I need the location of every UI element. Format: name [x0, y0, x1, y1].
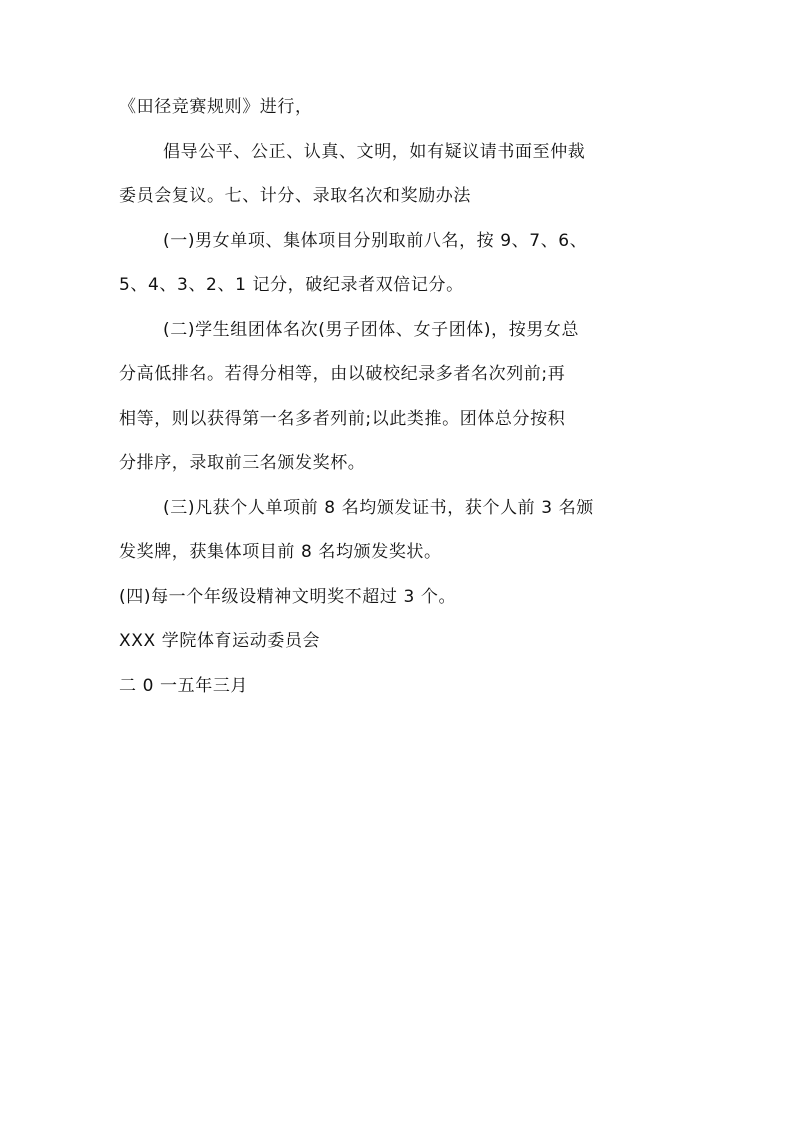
scoring-item-three-line-2: 发奖牌，获集体项目前 8 名均颁发奖状。 [119, 542, 442, 562]
scoring-item-three-line-1: (三)凡获个人单项前 8 名均颁发证书，获个人前 3 名颁 [163, 498, 594, 518]
scoring-item-two-line-1: (二)学生组团体名次(男子团体、女子团体)，按男女总 [163, 320, 580, 340]
fairness-clause-line: 倡导公平、公正、认真、文明，如有疑议请书面至仲裁 [163, 142, 586, 162]
scoring-item-four-line: (四)每一个年级设精神文明奖不超过 3 个。 [119, 587, 457, 607]
scoring-item-one-line-1: (一)男女单项、集体项目分别取前八名，按 9、7、6、 [163, 231, 588, 251]
scoring-item-two-line-4: 分排序，录取前三名颁发奖杯。 [119, 453, 366, 473]
issuer-line: XXX 学院体育运动委员会 [119, 631, 321, 651]
scoring-item-two-line-3: 相等，则以获得第一名多者列前;以此类推。团体总分按积 [119, 409, 566, 429]
rules-reference-line: 《田径竞赛规则》进行， [119, 97, 313, 117]
scoring-item-one-line-2: 5、4、3、2、1 记分，破纪录者双倍记分。 [119, 275, 464, 295]
scoring-item-two-line-2: 分高低排名。若得分相等，由以破校纪录多者名次列前;再 [119, 364, 566, 384]
section-seven-heading-line: 委员会复议。七、计分、录取名次和奖励办法 [119, 186, 471, 206]
date-line: 二 0 一五年三月 [119, 676, 249, 696]
